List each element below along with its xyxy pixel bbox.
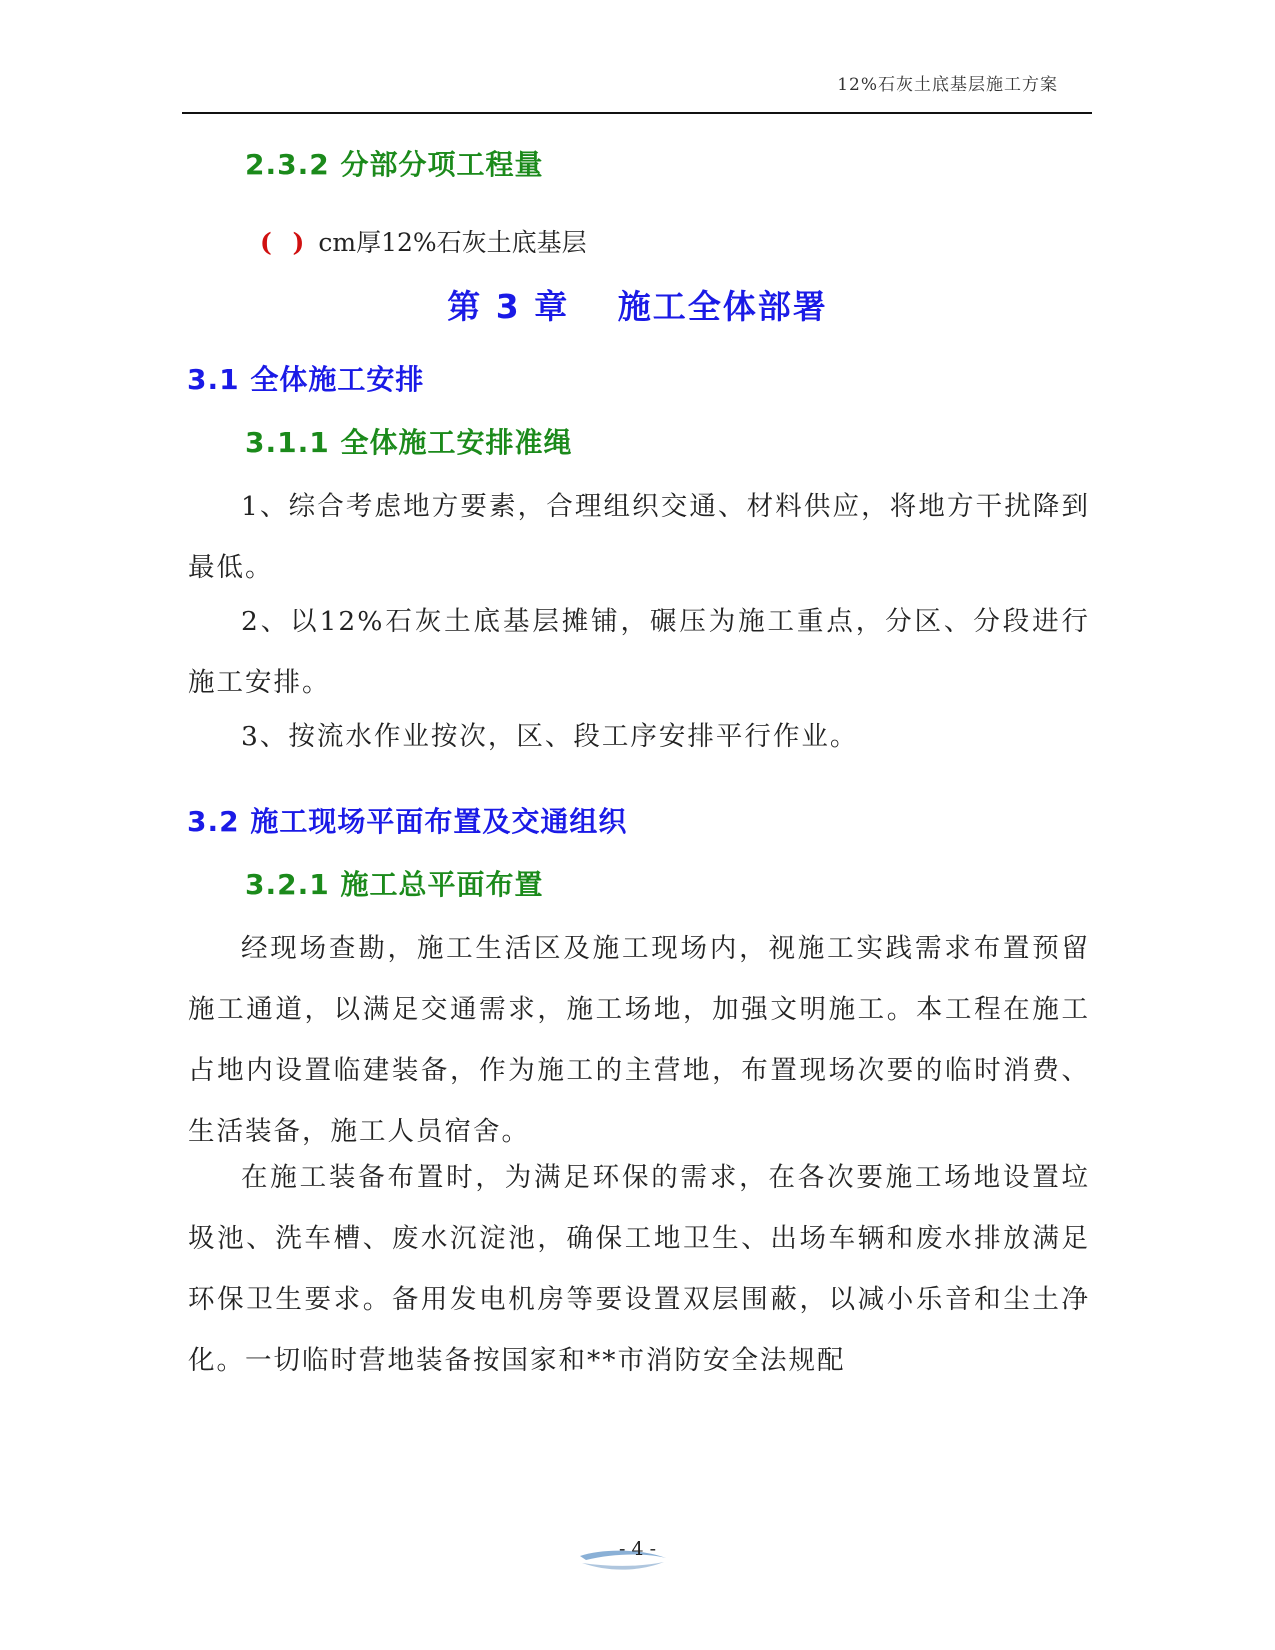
paragraph-site-layout-2: 在施工装备布置时，为满足环保的需求，在各次要施工场地设置垃圾池、洗车槽、废水沉淀池，确保工地卫生、出场车辆和废水排放满足环保卫生要求。备用发电机房等要设置双层围蔽，以减小乐音和尘土净化。一切临时营地装备按国家和**市消防安全法规配: [188, 1162, 1090, 1376]
chapter-3-heading: 第 3 章 施工全体部署: [447, 287, 828, 326]
paragraph-principle-2: 2、以12%石灰土底基层摊铺，碾压为施工重点，分区、分段进行施工安排。: [188, 606, 1090, 698]
paragraph-principle-1: 1、综合考虑地方要素，合理组织交通、材料供应，将地方干扰降到最低。: [188, 491, 1090, 583]
header-rule: [182, 112, 1092, 114]
page-footer: [0, 1538, 1275, 1560]
blank-parentheses: ( ): [260, 228, 311, 257]
page-header-title: 12%石灰土底基层施工方案: [837, 75, 1058, 95]
page-number: - 4 -: [618, 1538, 656, 1560]
quantity-item: [260, 223, 587, 259]
quantity-item-text: cm厚12%石灰土底基层: [318, 228, 587, 257]
section-3-1-heading: 3.1 全体施工安排: [187, 363, 425, 396]
paragraph-principle-3: 3、按流水作业按次，区、段工序安排平行作业。: [241, 721, 859, 752]
section-3-1-1-heading: 3.1.1 全体施工安排准绳: [245, 426, 573, 459]
section-2-3-2-heading: 2.3.2 分部分项工程量: [245, 148, 544, 181]
paragraph-site-layout-1: 经现场查勘，施工生活区及施工现场内，视施工实践需求布置预留施工通道，以满足交通需求，施工场地，加强文明施工。本工程在施工占地内设置临建装备，作为施工的主营地，布置现场次要的临时消费、生活装备，施工人员宿舍。: [188, 933, 1090, 1147]
section-3-2-1-heading: 3.2.1 施工总平面布置: [245, 868, 544, 901]
section-3-2-heading: 3.2 施工现场平面布置及交通组织: [187, 805, 628, 838]
